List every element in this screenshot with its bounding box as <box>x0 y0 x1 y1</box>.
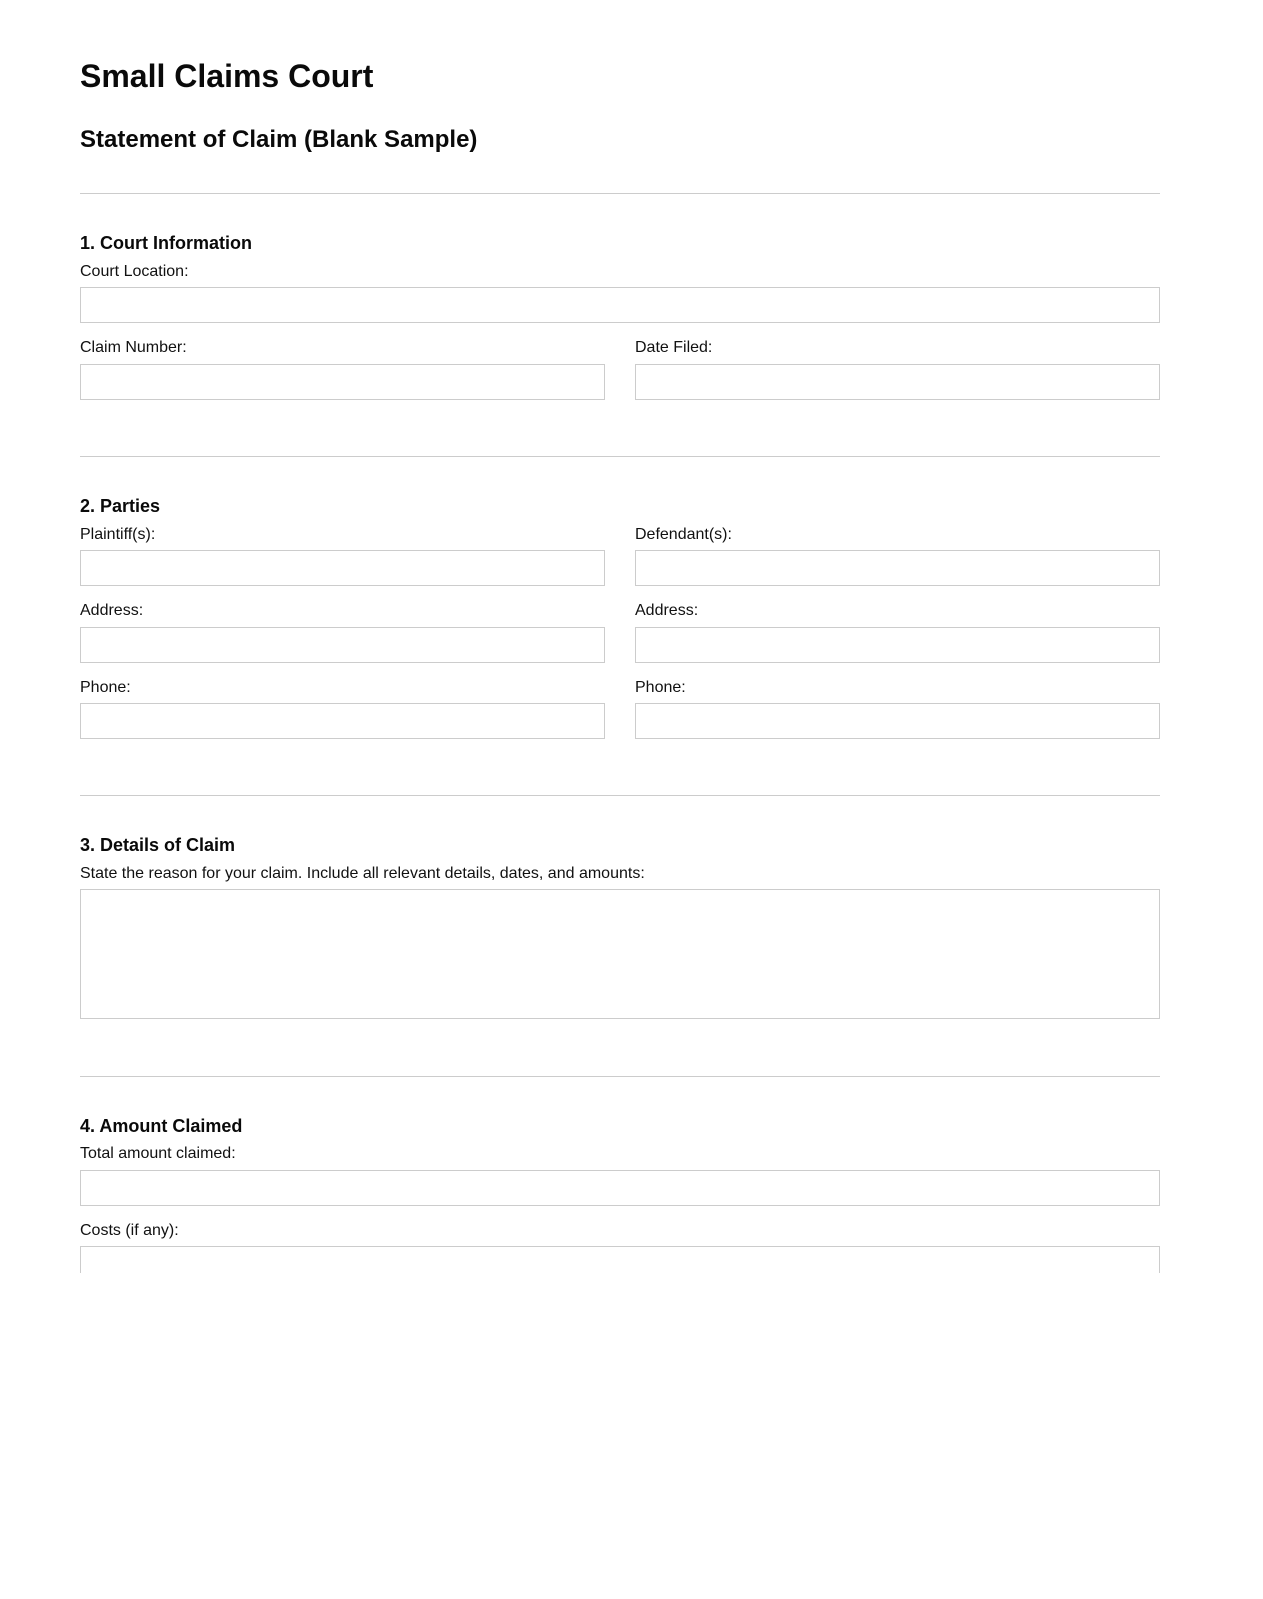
total-amount-input[interactable] <box>80 1170 1160 1206</box>
defendant-phone-label: Phone: <box>635 679 686 696</box>
costs-label: Costs (if any): <box>80 1222 179 1239</box>
plaintiffs-label: Plaintiff(s): <box>80 526 156 543</box>
page-title: Small Claims Court <box>80 58 374 94</box>
section-divider <box>80 193 1160 194</box>
total-amount-label: Total amount claimed: <box>80 1145 236 1162</box>
page-subtitle: Statement of Claim (Blank Sample) <box>80 126 478 153</box>
section-divider <box>80 795 1160 796</box>
defendant-address-input[interactable] <box>635 627 1160 663</box>
claim-number-label: Claim Number: <box>80 339 187 356</box>
date-filed-label: Date Filed: <box>635 339 713 356</box>
details-textarea[interactable] <box>80 889 1160 1019</box>
plaintiff-phone-input[interactable] <box>80 703 605 739</box>
court-location-label: Court Location: <box>80 263 189 280</box>
section-heading: 1. Court Information <box>80 233 252 253</box>
defendants-label: Defendant(s): <box>635 526 732 543</box>
defendants-input[interactable] <box>635 550 1160 586</box>
details-label: State the reason for your claim. Include all relevant details, dates, and amounts: <box>80 865 645 882</box>
section-heading: 2. Parties <box>80 496 161 516</box>
section-divider <box>80 456 1160 457</box>
court-location-input[interactable] <box>80 287 1160 323</box>
section-divider <box>80 1076 1160 1077</box>
plaintiff-phone-label: Phone: <box>80 679 131 696</box>
plaintiffs-input[interactable] <box>80 550 605 586</box>
claim-number-input[interactable] <box>80 364 605 400</box>
defendant-address-label: Address: <box>635 602 699 619</box>
section-heading: 4. Amount Claimed <box>80 1116 243 1136</box>
plaintiff-address-input[interactable] <box>80 627 605 663</box>
defendant-phone-input[interactable] <box>635 703 1160 739</box>
date-filed-input[interactable] <box>635 364 1160 400</box>
costs-input[interactable] <box>80 1246 1160 1273</box>
section-heading: 3. Details of Claim <box>80 835 236 855</box>
plaintiff-address-label: Address: <box>80 602 144 619</box>
